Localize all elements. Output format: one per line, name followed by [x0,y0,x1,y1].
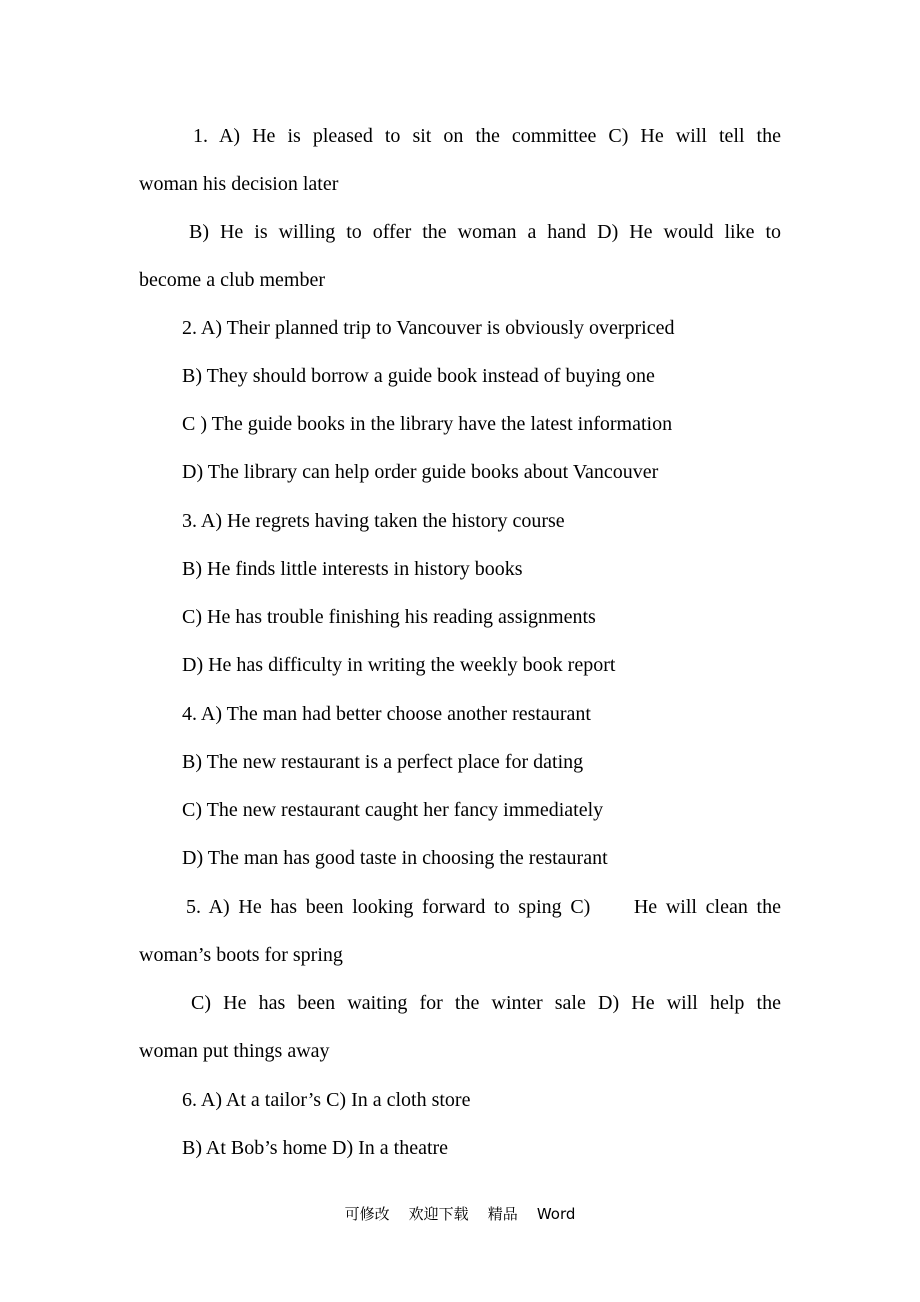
q3-line-4: D) He has difficulty in writing the weekly book report [182,654,616,676]
q4-line-3: C) The new restaurant caught her fancy immediately [182,799,604,821]
q4-line-1: 4. A) The man had better choose another restaurant [182,703,591,725]
page-footer: 可修改 欢迎下载 精品 Word [344,1205,576,1223]
q1-line-3: B) He is willing to offer the woman a hand D) He would like to [189,221,781,243]
q1-line-4: become a club member [139,269,326,291]
q3-line-2: B) He finds little interests in history books [182,558,523,580]
q3-line-3: C) He has trouble finishing his reading assignments [182,606,596,628]
q5-line-1: 5. A) He has been looking forward to sping C) He will clean the [186,896,781,918]
q1-line-1: 1. A) He is pleased to sit on the committee C) He will tell the [193,125,781,147]
q5-line-2: woman’s boots for spring [139,944,343,966]
q3-line-1: 3. A) He regrets having taken the history course [182,510,565,532]
q2-line-4: D) The library can help order guide books about Vancouver [182,461,659,483]
q4-line-4: D) The man has good taste in choosing the restaurant [182,847,608,869]
q2-line-3: C ) The guide books in the library have the latest information [182,413,673,435]
q4-line-2: B) The new restaurant is a perfect place for dating [182,751,584,773]
q6-line-2: B) At Bob’s home D) In a theatre [182,1137,449,1159]
q2-line-2: B) They should borrow a guide book instead of buying one [182,365,655,387]
q2-line-1: 2. A) Their planned trip to Vancouver is obviously overpriced [182,317,675,339]
q5-line-3: C) He has been waiting for the winter sale D) He will help the [191,992,781,1014]
q5-line-4: woman put things away [139,1040,330,1062]
q6-line-1: 6. A) At a tailor’s C) In a cloth store [182,1089,471,1111]
q1-line-2: woman his decision later [139,173,339,195]
